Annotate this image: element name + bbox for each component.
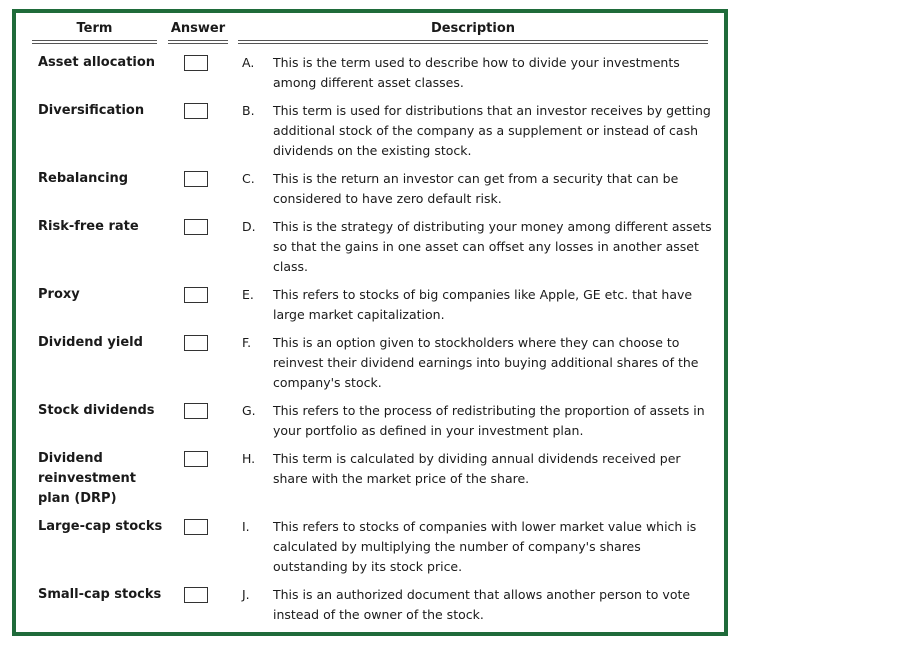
option-description: This is the term used to describe how to divide your investments among different asset classes. <box>273 55 680 90</box>
matching-table-frame <box>12 9 728 636</box>
option-description: This refers to stocks of companies with lower market value which is calculated by multiplying the number of company's shares outstanding by its stock price. <box>273 519 697 574</box>
term-header: Term <box>76 21 113 36</box>
option-description: This is an authorized document that allows another person to vote instead of the owner of the stock. <box>273 587 691 622</box>
option-description: This term is calculated by dividing annual dividends received per share with the market price of the share. <box>273 451 681 486</box>
option-letter: H. <box>242 451 256 466</box>
option-letter: C. <box>242 171 255 186</box>
option-description: This refers to the process of redistributing the proportion of assets in your portfolio as defined in your investment plan. <box>273 403 705 438</box>
term-label: Asset allocation <box>38 55 156 70</box>
answer-input[interactable] <box>184 171 208 187</box>
option-description: This refers to stocks of big companies like Apple, GE etc. that have large market capitalization. <box>273 287 693 322</box>
option-letter: D. <box>242 219 256 234</box>
option-description: This is an option given to stockholders where they can choose to reinvest their dividend earnings into buying additional shares of the company's stock. <box>273 335 699 390</box>
answer-input[interactable] <box>184 519 208 535</box>
matching-table <box>16 13 724 632</box>
answer-input[interactable] <box>184 287 208 303</box>
answer-header: Answer <box>170 21 226 36</box>
term-label: Large-cap stocks <box>38 519 163 534</box>
option-letter: G. <box>242 403 256 418</box>
option-letter: A. <box>242 55 255 70</box>
description-header-rule <box>238 40 708 44</box>
answer-input[interactable] <box>184 219 208 235</box>
option-description: This is the return an investor can get from a security that can be considered to have zero default risk. <box>273 171 679 206</box>
option-letter: E. <box>242 287 254 302</box>
term-label: Diversification <box>38 103 145 118</box>
option-description: This is the strategy of distributing your money among different assets so that the gains in one asset can offset any losses in another asset class. <box>273 219 712 274</box>
option-description: This term is used for distributions that an investor receives by getting additional stock of the company as a supplement or instead of cash dividends on the existing stock. <box>273 103 711 158</box>
term-label: Proxy <box>38 287 80 302</box>
description-header: Description <box>430 21 516 36</box>
option-letter: I. <box>242 519 250 534</box>
option-letter: B. <box>242 103 255 118</box>
term-header-rule <box>32 40 157 44</box>
answer-input[interactable] <box>184 451 208 467</box>
answer-input[interactable] <box>184 55 208 71</box>
term-label: Dividend yield <box>38 335 143 350</box>
term-label: Risk-free rate <box>38 219 139 234</box>
term-label: Stock dividends <box>38 403 155 418</box>
term-label: Dividend reinvestment plan (DRP) <box>38 451 137 506</box>
option-letter: F. <box>242 335 252 350</box>
answer-input[interactable] <box>184 335 208 351</box>
option-letter: J. <box>242 587 250 602</box>
term-label: Rebalancing <box>38 171 129 186</box>
answer-input[interactable] <box>184 403 208 419</box>
answer-input[interactable] <box>184 103 208 119</box>
term-label: Small-cap stocks <box>38 587 162 602</box>
answer-header-rule <box>168 40 228 44</box>
answer-input[interactable] <box>184 587 208 603</box>
